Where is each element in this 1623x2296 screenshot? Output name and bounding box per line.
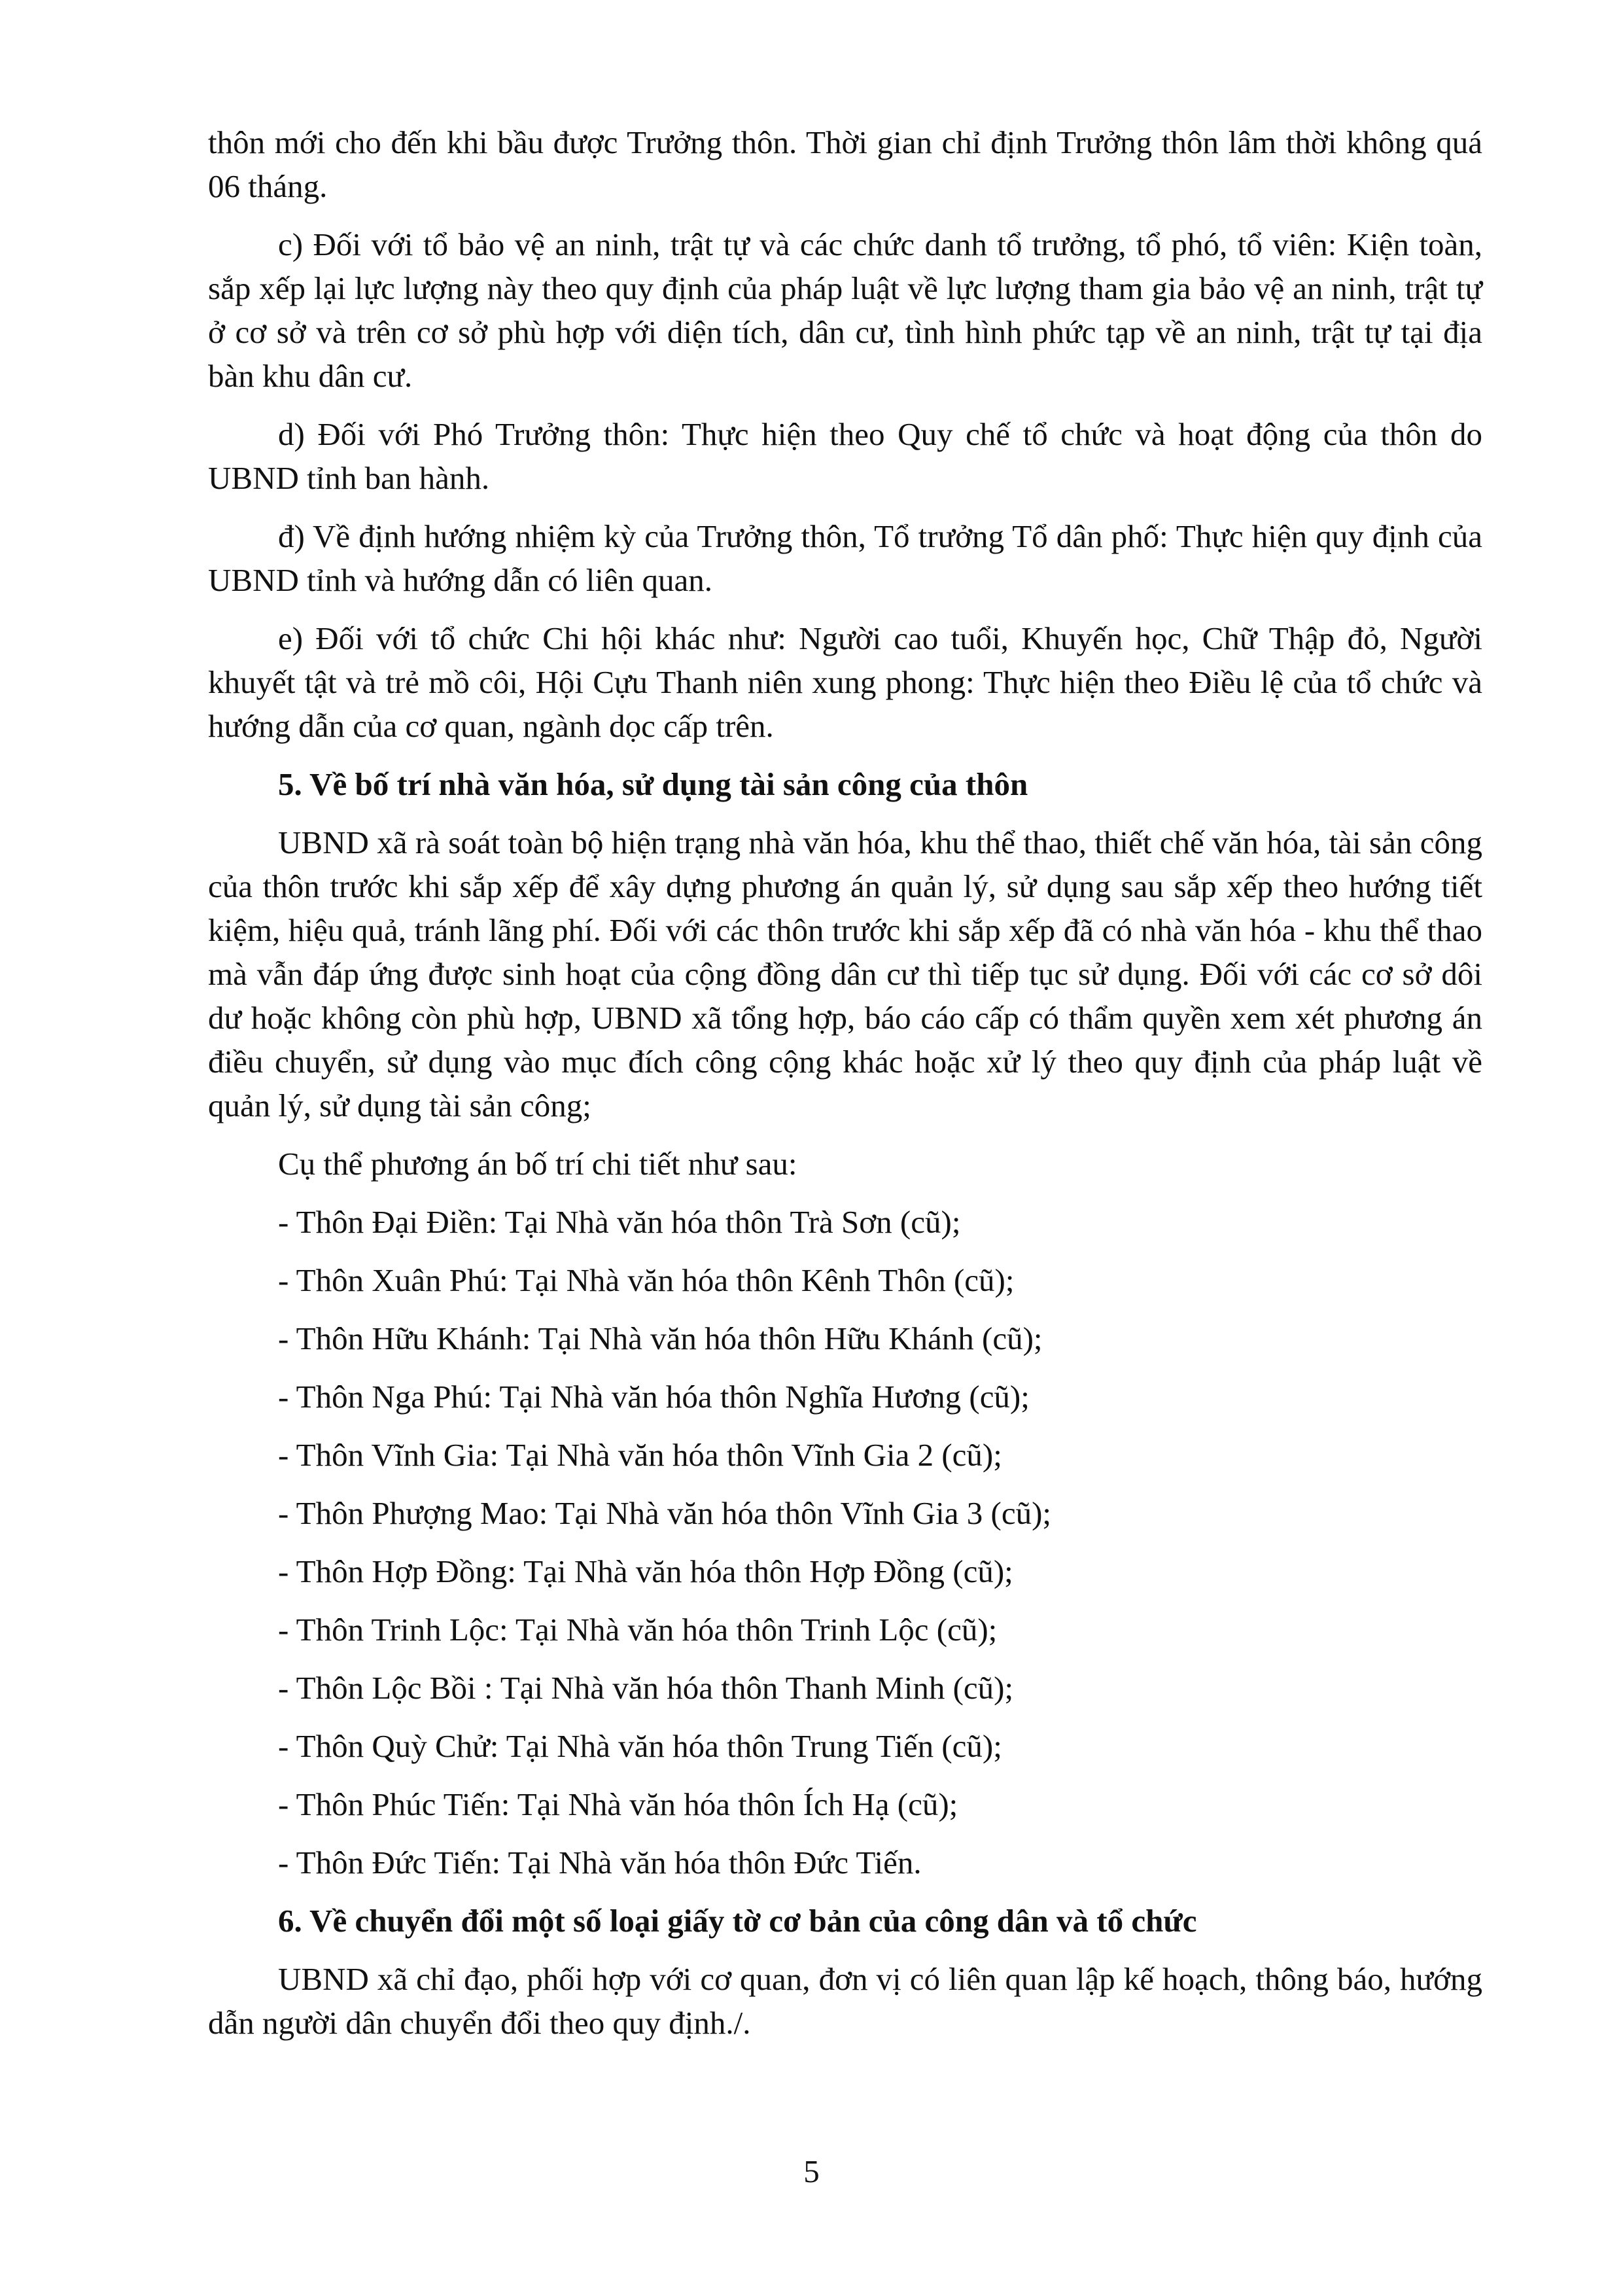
section-5-heading: 5. Về bố trí nhà văn hóa, sử dụng tài sản công của thôn [278, 766, 1028, 802]
culture-house-list [208, 1200, 1482, 1884]
page-number: 5 [803, 2153, 820, 2189]
list-item: - Thôn Lộc Bồi : Tại Nhà văn hóa thôn Thanh Minh (cũ); [278, 1670, 1014, 1706]
document-body [208, 120, 1482, 2059]
list-item: - Thôn Hợp Đồng: Tại Nhà văn hóa thôn Hợp Đồng (cũ); [278, 1553, 1013, 1589]
list-item: - Thôn Đức Tiến: Tại Nhà văn hóa thôn Đức Tiến. [278, 1845, 922, 1881]
section-6-body: UBND xã chỉ đạo, phối hợp với cơ quan, đơn vị có liên quan lập kế hoạch, thông báo, hướng dẫn người dân chuyển đổi theo quy định./. [208, 1961, 1482, 2041]
list-item: - Thôn Đại Điền: Tại Nhà văn hóa thôn Trà Sơn (cũ); [278, 1204, 961, 1240]
paragraph-item-e: e) Đối với tổ chức Chi hội khác như: Người cao tuổi, Khuyến học, Chữ Thập đỏ, Người khuyết tật và trẻ mồ côi, Hội Cựu Thanh niên xung phong: Thực hiện theo Điều lệ của tổ chức và hướng dẫn của cơ quan, ngành dọc cấp trên. [208, 620, 1482, 744]
paragraph-item-d: d) Đối với Phó Trưởng thôn: Thực hiện theo Quy chế tổ chức và hoạt động của thôn do UBND tỉnh ban hành. [208, 416, 1482, 496]
paragraph-item-c: c) Đối với tổ bảo vệ an ninh, trật tự và các chức danh tổ trưởng, tổ phó, tổ viên: Kiện toàn, sắp xếp lại lực lượng này theo quy định của pháp luật về lực lượng tham gia bảo vệ an ninh, trật tự ở cơ sở và trên cơ sở phù hợp với diện tích, dân cư, tình hình phức tạp về an ninh, trật tự tại địa bàn khu dân cư. [208, 226, 1482, 394]
list-item: - Thôn Hữu Khánh: Tại Nhà văn hóa thôn Hữu Khánh (cũ); [278, 1320, 1043, 1356]
paragraph-continuation: thôn mới cho đến khi bầu được Trưởng thôn. Thời gian chỉ định Trưởng thôn lâm thời không quá 06 tháng. [208, 124, 1482, 204]
section-5-body: UBND xã rà soát toàn bộ hiện trạng nhà văn hóa, khu thể thao, thiết chế văn hóa, tài sản công của thôn trước khi sắp xếp để xây dựng phương án quản lý, sử dụng sau sắp xếp theo hướng tiết kiệm, hiệu quả, tránh lãng phí. Đối với các thôn trước khi sắp xếp đã có nhà văn hóa - khu thể thao mà vẫn đáp ứng được sinh hoạt của cộng đồng dân cư thì tiếp tục sử dụng. Đối với các cơ sở dôi dư hoặc không còn phù hợp, UBND xã tổng hợp, báo cáo cấp có thẩm quyền xem xét phương án điều chuyển, sử dụng vào mục đích công cộng khác hoặc xử lý theo quy định của pháp luật về quản lý, sử dụng tài sản công; [208, 824, 1482, 1123]
section-6-heading: 6. Về chuyển đổi một số loại giấy tờ cơ bản của công dân và tổ chức [278, 1903, 1197, 1939]
list-item: - Thôn Trinh Lộc: Tại Nhà văn hóa thôn Trinh Lộc (cũ); [278, 1612, 998, 1648]
list-item: - Thôn Xuân Phú: Tại Nhà văn hóa thôn Kênh Thôn (cũ); [278, 1262, 1015, 1298]
list-item: - Thôn Nga Phú: Tại Nhà văn hóa thôn Nghĩa Hương (cũ); [278, 1379, 1030, 1415]
paragraph-item-dd: đ) Về định hướng nhiệm kỳ của Trưởng thôn, Tổ trưởng Tổ dân phố: Thực hiện quy định của UBND tỉnh và hướng dẫn có liên quan. [208, 518, 1482, 598]
list-item: - Thôn Phúc Tiến: Tại Nhà văn hóa thôn Ích Hạ (cũ); [278, 1786, 958, 1822]
list-item: - Thôn Quỳ Chử: Tại Nhà văn hóa thôn Trung Tiến (cũ); [278, 1728, 1002, 1764]
section-5-list-intro: Cụ thể phương án bố trí chi tiết như sau: [278, 1146, 797, 1182]
list-item: - Thôn Vĩnh Gia: Tại Nhà văn hóa thôn Vĩnh Gia 2 (cũ); [278, 1437, 1002, 1473]
list-item: - Thôn Phượng Mao: Tại Nhà văn hóa thôn Vĩnh Gia 3 (cũ); [278, 1495, 1052, 1531]
